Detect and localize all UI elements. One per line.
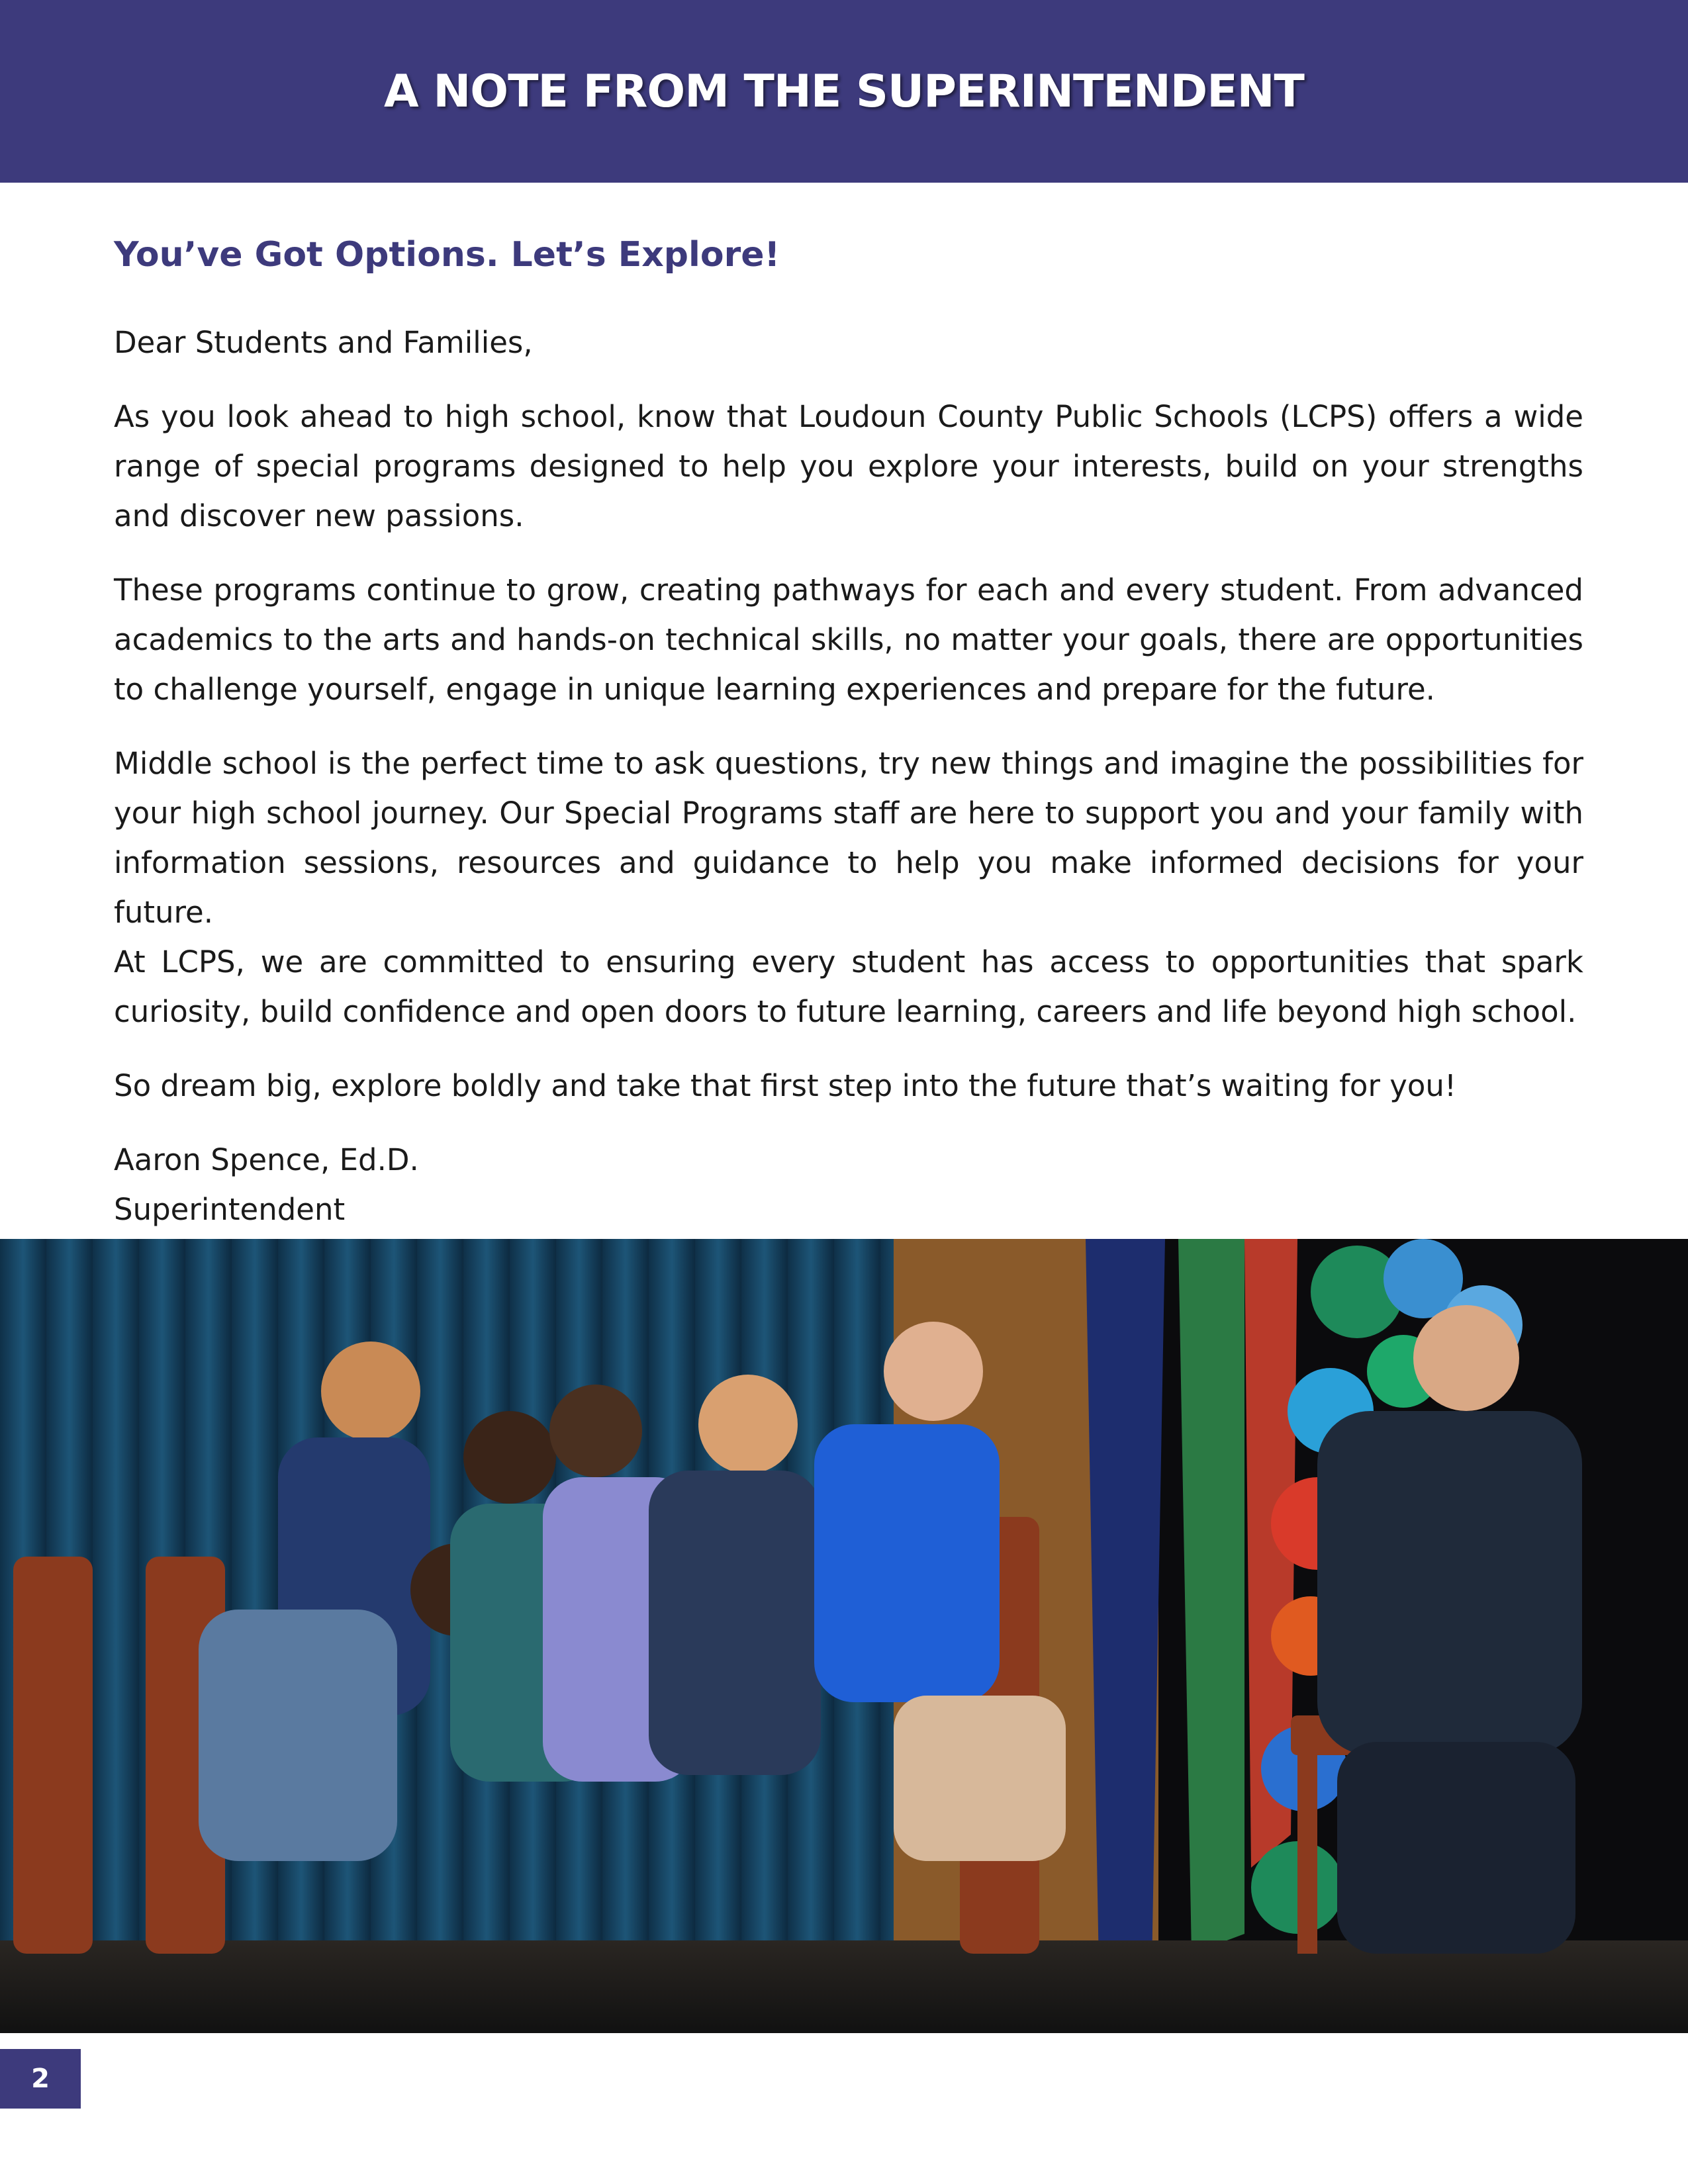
salutation: Dear Students and Families, [114,325,533,360]
stage-floor [0,1940,1688,2033]
page-title: A NOTE FROM THE SUPERINTENDENT [384,65,1304,118]
students [199,1322,1066,1861]
signature-title: Superintendent [114,1192,346,1227]
paragraph-1: As you look ahead to high school, know that Loudoun County Public Schools (LCPS) offers a wide range of special programs designed to help you explore your interests, build on your strengths and discover new passions. [114,399,1583,533]
paragraph-5: So dream big, explore boldly and take that first step into the future that’s waiting for you! [114,1068,1456,1103]
page-number: 2 [0,2049,81,2109]
letter-subtitle: You’ve Got Options. Let’s Explore! [114,235,780,275]
header-band [0,0,1688,183]
paragraph-2: These programs continue to grow, creating pathways for each and every student. From advanced academics to the arts and hands-on technical skills, no matter your goals, there are opportunities to challenge yourself, engage in unique learning experiences and prepare for the future. [114,572,1583,707]
paragraph-3: Middle school is the perfect time to ask questions, try new things and imagine the possibilities for your high school journey. Our Special Programs staff are here to support you and your family with information sessions, resources and guidance to help you make informed decisions for your future. [114,746,1583,930]
letter-body [114,225,1583,1234]
photo-illustration [0,1239,1688,2033]
stage-panel-photo [0,1239,1688,2033]
flag-blue [1086,1239,1165,1967]
paragraph-4: At LCPS, we are committed to ensuring every student has access to opportunities that spark curiosity, build confidence and open doors to future learning, careers and life beyond high school. [114,944,1583,1029]
signature-name: Aaron Spence, Ed.D. [114,1142,419,1177]
